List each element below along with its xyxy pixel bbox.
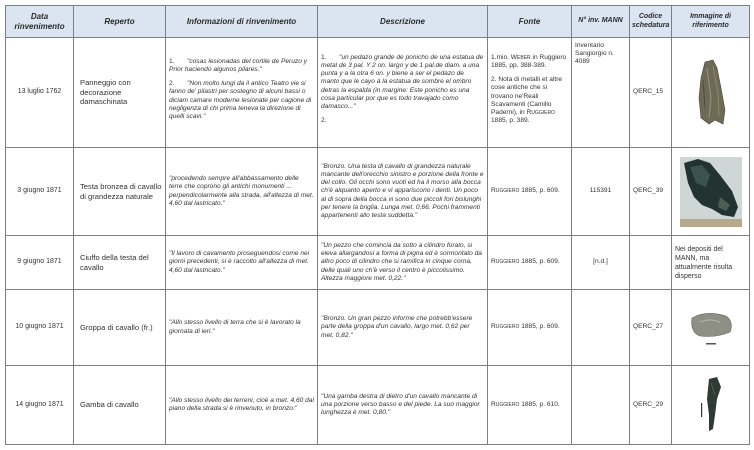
row-inv: 115391 bbox=[572, 148, 630, 236]
row-info bbox=[166, 38, 318, 148]
table-row bbox=[6, 290, 750, 366]
row-reperto: Panneggio con decorazione damaschinata bbox=[74, 38, 166, 148]
row-codice: QERC_39 bbox=[630, 148, 672, 236]
row-inv bbox=[572, 290, 630, 366]
row-image-note: Nei depositi del MANN, ma attualmente risulta disperso bbox=[672, 236, 750, 290]
row-fonte: Ruggiero 1885, p. 610. bbox=[488, 366, 572, 445]
findings-table-container bbox=[5, 5, 749, 445]
row-inv bbox=[572, 366, 630, 445]
row-image-cell bbox=[672, 290, 750, 366]
row-image-cell bbox=[672, 148, 750, 236]
row-desc bbox=[318, 38, 488, 148]
row-date: 13 luglio 1762 bbox=[6, 38, 74, 148]
header-inv: N° inv. MANN bbox=[572, 6, 630, 38]
header-immagine: Immagine di riferimento bbox=[672, 6, 750, 38]
row-fonte: Ruggiero 1885, p. 609. bbox=[488, 236, 572, 290]
row-info: "Il lavoro di cavamento proseguendosi come nei giorni precedenti, si è raccolto all'altezza di met. 4,60 dal lastricato." bbox=[166, 236, 318, 290]
drapery-image bbox=[691, 58, 731, 128]
row-codice bbox=[630, 236, 672, 290]
row-image-cell bbox=[672, 38, 750, 148]
row-date: 3 giugno 1871 bbox=[6, 148, 74, 236]
desc-item: 2. bbox=[321, 117, 327, 125]
row-info: "procedendo sempre all'abbassamento delle terre che coprono gli antichi monumenti ... perpendicolarmente alla strada, all'altezza di met. 4,60 dal lastricato." bbox=[166, 148, 318, 236]
table-row bbox=[6, 366, 750, 445]
info-item: 2. "Non molto lungi da il antico Teatro vie si fanno de' pilastri per sostegno di alcuni bassi o diciam camare moderne lesionate per cagione di negligenza di chi prima teneva la direzione di quelli scavi." bbox=[169, 80, 312, 120]
header-fonte: Fonte bbox=[488, 6, 572, 38]
row-date: 10 giugno 1871 bbox=[6, 290, 74, 366]
row-fonte: Ruggiero 1885, p. 609. bbox=[488, 290, 572, 366]
row-fonte bbox=[488, 38, 572, 148]
fonte-item: 1.min. Weber in Ruggiero 1885, pp. 388-389. bbox=[491, 53, 567, 69]
row-fonte: Ruggiero 1885, p. 609. bbox=[488, 148, 572, 236]
row-reperto: Groppa di cavallo (fr.) bbox=[74, 290, 166, 366]
horse-head-image bbox=[680, 157, 742, 227]
row-desc: "Una gamba destra di dietro d'un cavallo mancante di una porzione verso basso e del piede. La suo maggior lunghezza è met. 0,80." bbox=[318, 366, 488, 445]
row-desc: "Un pezzo che comincia da sotto a cilindro forato, si eleva allargandosi a forma di pigna ed è sormontato da altro poco di cilindro che si ramifica in cinque corna, delle quali uno ch'è verso il centro è piccolissimo. Altezza maggiore met. 0,22." bbox=[318, 236, 488, 290]
desc-item: 1. "un pedazo grande de ponicho de una estatua de metal de 3 pal. Y 2 on. largo y de 1 pal.de diam. a una punta y a la otra 6 on. y biene a ser el pedazo de manto que le cayo à la estatua de sombre el ombro detras la espalda (in margine: Este ponicho es una cosa particular por que es todo travajado como damasco..." bbox=[321, 53, 484, 110]
row-reperto: Ciuffo della testa del cavallo bbox=[74, 236, 166, 290]
findings-table bbox=[5, 5, 750, 445]
header-descrizione: Descrizione bbox=[318, 6, 488, 38]
header-codice: Codice schedatura bbox=[630, 6, 672, 38]
header-row bbox=[6, 6, 750, 38]
row-date: 14 giugno 1871 bbox=[6, 366, 74, 445]
row-reperto: Gamba di cavallo bbox=[74, 366, 166, 445]
row-image-cell bbox=[672, 366, 750, 445]
row-inv: Inventario Sangiorgio n. 4089 bbox=[572, 38, 630, 148]
fragment-image bbox=[686, 308, 736, 348]
table-row bbox=[6, 236, 750, 290]
row-desc: "Bronzo. Una testa di cavallo di grandezza naturale mancante dell'orecchio sinistro e porzione della fronte e del collo. Gli occhi sono vuoti ed ha il morso alla bocca ch'è alquanto aperto e vi appariscono i denti. Un poco al di sopra della bocca vi sono due piccoli fori bislunghi per tenere la briglia. Lunga met. 0,66. Pochi frammenti appartenenti allo testa suddetta." bbox=[318, 148, 488, 236]
leg-image bbox=[691, 375, 731, 435]
table-row bbox=[6, 38, 750, 148]
row-codice: QERC_29 bbox=[630, 366, 672, 445]
row-codice: QERC_27 bbox=[630, 290, 672, 366]
fonte-item: 2. Nota di metalli et altre cose antiche che si trovano ne'Reali Scavamenti (Camillo Paderni), in Ruggiero 1885, p. 389. bbox=[491, 76, 563, 125]
row-reperto: Testa bronzea di cavallo di grandezza naturale bbox=[74, 148, 166, 236]
header-data: Data rinvenimento bbox=[6, 6, 74, 38]
row-info: "Allo stesso livello dei terreni, cioè a met. 4,60 dal piano della strada si è rinvenuto, in bronzo:" bbox=[166, 366, 318, 445]
table-row bbox=[6, 148, 750, 236]
info-item: 1. "cosas lesionadas del cortile de Peruzo y Prior haciendo algunos pilares." bbox=[169, 57, 307, 73]
row-inv: [n.d.] bbox=[572, 236, 630, 290]
row-codice: QERC_15 bbox=[630, 38, 672, 148]
header-reperto: Reperto bbox=[74, 6, 166, 38]
row-desc: "Bronzo. Un gran pezzo informe che potrebb'essere parte della groppa d'un cavallo, largo met. 0,62 per met. 0,82." bbox=[318, 290, 488, 366]
header-info: Informazioni di rinvenimento bbox=[166, 6, 318, 38]
row-date: 9 giugno 1871 bbox=[6, 236, 74, 290]
row-info: "Allo stesso livello di terra che si è lavorato la giornata di ieri." bbox=[166, 290, 318, 366]
